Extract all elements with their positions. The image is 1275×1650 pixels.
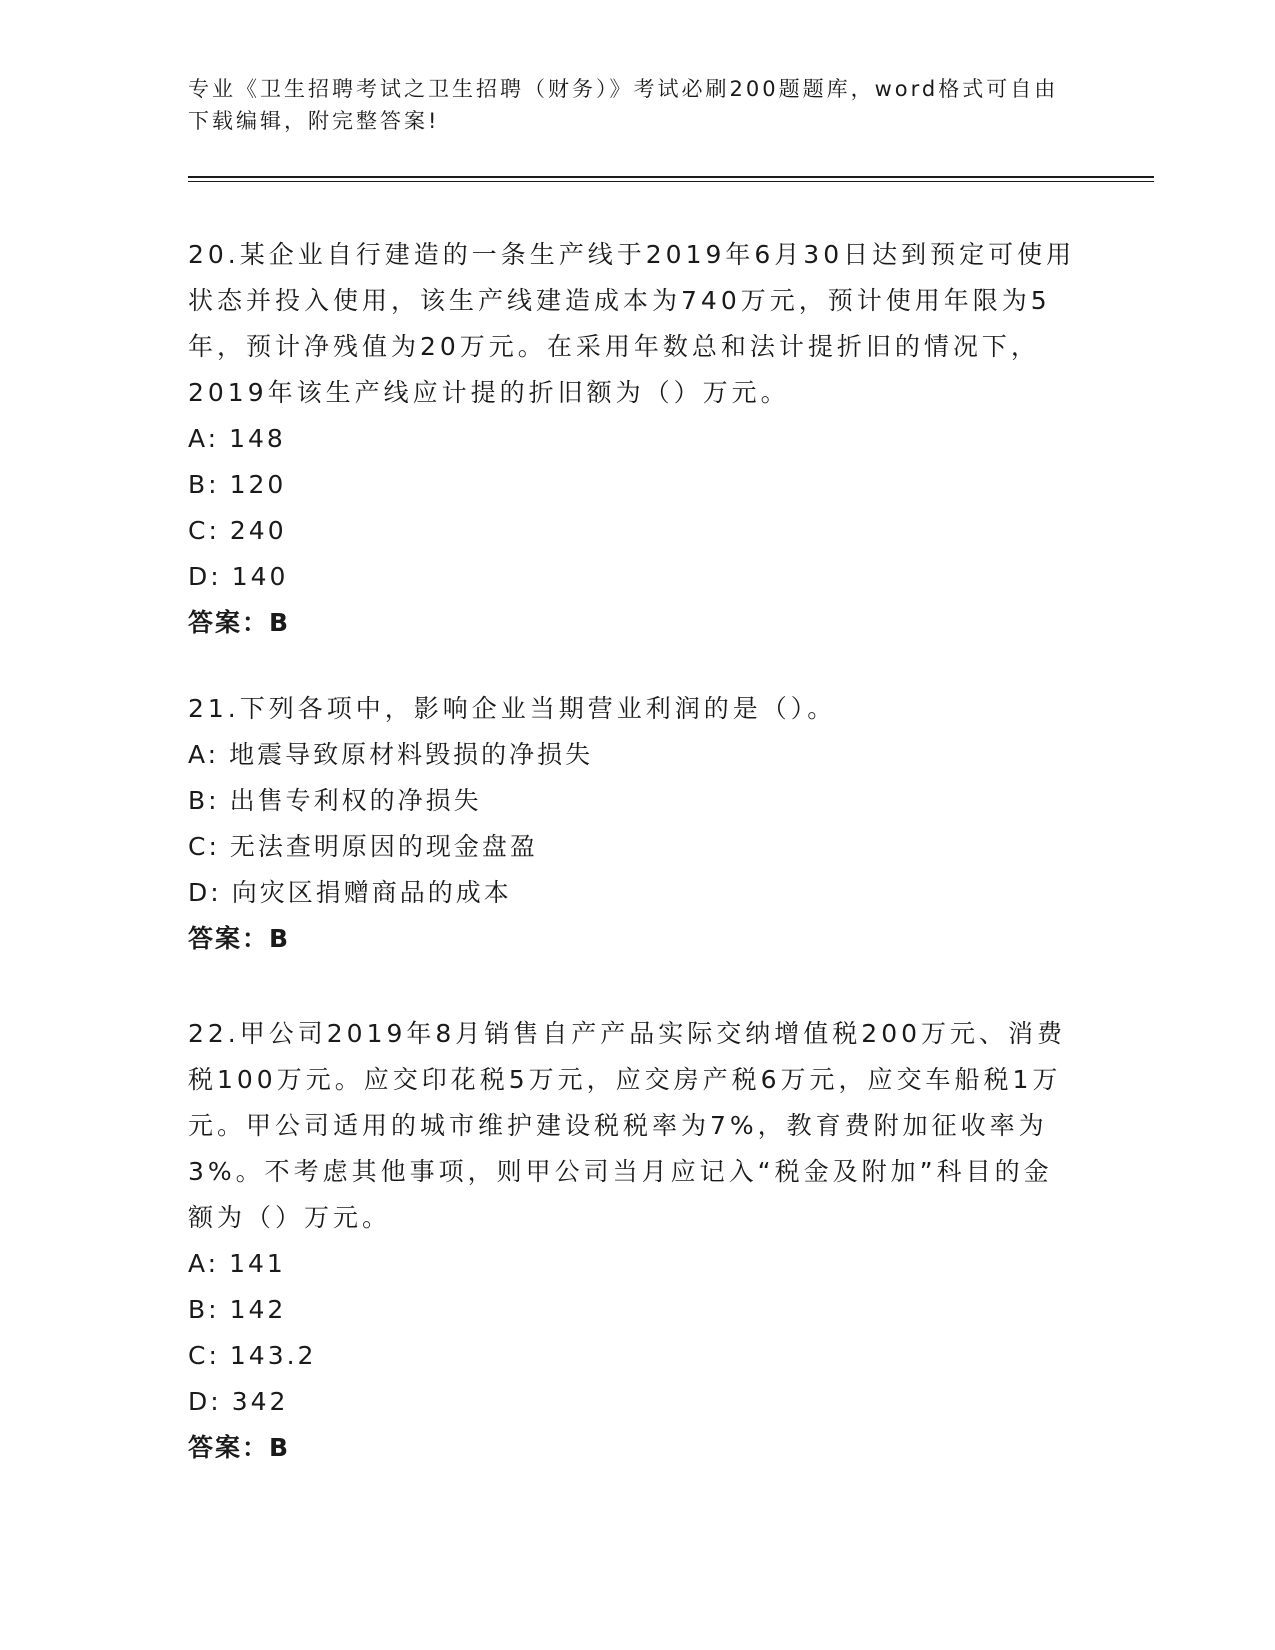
option-text: 向灾区捐赠商品的成本 xyxy=(231,878,512,907)
option-c xyxy=(188,1333,1078,1379)
option-text: 148 xyxy=(229,424,286,453)
option-letter: B: xyxy=(188,470,220,499)
option-letter: A: xyxy=(188,424,220,453)
question-stem: 21.下列各项中，影响企业当期营业利润的是（）。 xyxy=(188,694,837,723)
header-divider xyxy=(188,176,1154,178)
option-text: 120 xyxy=(229,470,287,499)
option-letter: C: xyxy=(188,516,220,545)
option-letter: D: xyxy=(188,562,222,591)
option-letter: A: xyxy=(188,1249,220,1278)
option-letter: D: xyxy=(188,878,222,907)
header-divider-thin xyxy=(188,181,1154,182)
option-b xyxy=(188,1287,1078,1333)
option-text: 无法查明原因的现金盘盈 xyxy=(229,832,538,861)
answer-line: 答案：B xyxy=(188,608,291,637)
question-20 xyxy=(188,232,1078,646)
option-letter: B: xyxy=(188,1295,220,1324)
question-22 xyxy=(188,1011,1078,1471)
option-letter: C: xyxy=(188,1341,220,1370)
option-letter: C: xyxy=(188,832,220,861)
option-letter: B: xyxy=(188,786,220,815)
option-a xyxy=(188,416,1078,462)
option-c xyxy=(188,508,1078,554)
option-text: 地震导致原材料毁损的净损失 xyxy=(229,740,594,769)
option-text: 143.2 xyxy=(229,1341,317,1370)
option-b xyxy=(188,462,1078,508)
question-21 xyxy=(188,686,1078,962)
option-a xyxy=(188,1241,1078,1287)
option-text: 140 xyxy=(231,562,289,591)
answer-line: 答案：B xyxy=(188,1433,291,1462)
option-text: 240 xyxy=(229,516,287,545)
document-header: 专业《卫生招聘考试之卫生招聘（财务）》考试必刷200题题库，word格式可自由下载编辑，附完整答案! xyxy=(188,77,1059,133)
option-text: 342 xyxy=(231,1387,289,1416)
option-letter: D: xyxy=(188,1387,222,1416)
option-d xyxy=(188,1379,1078,1425)
option-a xyxy=(188,732,1078,778)
question-stem: 22.甲公司2019年8月销售自产产品实际交纳增值税200万元、消费税100万元。应交印花税5万元，应交房产税6万元，应交车船税1万元。甲公司适用的城市维护建设税税率为7%，教育费附加征收率为3%。不考虑其他事项，则甲公司当月应记入“税金及附加”科目的金额为（）万元。 xyxy=(188,1019,1067,1232)
option-text: 141 xyxy=(229,1249,286,1278)
option-d xyxy=(188,554,1078,600)
option-d xyxy=(188,870,1078,916)
answer-line: 答案：B xyxy=(188,924,291,953)
option-b xyxy=(188,778,1078,824)
option-text: 142 xyxy=(229,1295,287,1324)
question-stem: 20.某企业自行建造的一条生产线于2019年6月30日达到预定可使用状态并投入使用，该生产线建造成本为740万元，预计使用年限为5年，预计净残值为20万元。在采用年数总和法计提折旧的情况下，2019年该生产线应计提的折旧额为（）万元。 xyxy=(188,240,1076,407)
option-c xyxy=(188,824,1078,870)
option-text: 出售专利权的净损失 xyxy=(229,786,482,815)
option-letter: A: xyxy=(188,740,220,769)
